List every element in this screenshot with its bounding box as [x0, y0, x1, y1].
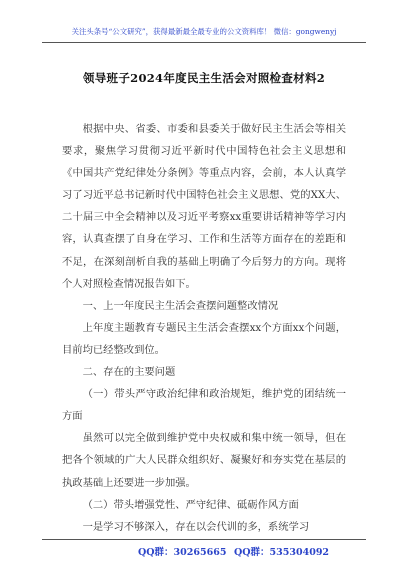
footer-bar [42, 539, 366, 560]
promo-banner: 关注头条号“公文研究”，获得最新最全最专业的公文资料库！ 微信：gongwenyj [42, 24, 366, 43]
paragraph-issue-2: 一是学习不够深入，存在以会代训的多，系统学习 [82, 520, 310, 533]
intro-paragraph: 根据中央、省委、市委和县委关于做好民主生活会等相关要求，聚焦学习贯彻习近平新时代中国特色社会主义思想和《中国共产党纪律处分条例》等重点内容，会前，本人认真学习了习近平总书记新时代中国特色社会主义思想、党的XX大、二十届三中全会精神以及习近平考察xx重要讲话精神等学习内容，认真查摆了自身在学习、工作和生活等方面存在的差距和不足，在深刻剖析自我的基础上明确了今后努力的方向。现将个人对照检查情况报告如下。 [62, 123, 346, 290]
subheading-1: （一）带头严守政治纪律和政治规矩，维护党的团结统一方面 [62, 388, 346, 423]
footer-qq-group-2: QQ群：535304092 [234, 547, 330, 558]
subheading-2: （二）带头增强党性、严守纪律、砥砺作风方面 [82, 498, 299, 511]
section-heading-1: 一、上一年度民主生活会查摆问题整改情况 [82, 299, 279, 312]
document-title: 领导班子2024年度民主生活会对照检查材料2 [82, 71, 326, 85]
paragraph-rectification: 上年度主题教育专题民主生活会查摆xx个方面xx个问题，目前均已经整改到位。 [62, 321, 346, 356]
document-body [62, 118, 346, 538]
paragraph-issue-1: 虽然可以完全做到维护党中央权威和集中统一领导，但在把各个领域的广大人民群众组织好、凝聚好和夯实党在基层的执政基础上还要进一步加强。 [62, 432, 346, 489]
footer-qq-group-1: QQ群：30265665 [138, 547, 227, 558]
section-heading-2: 二、存在的主要问题 [82, 366, 176, 379]
